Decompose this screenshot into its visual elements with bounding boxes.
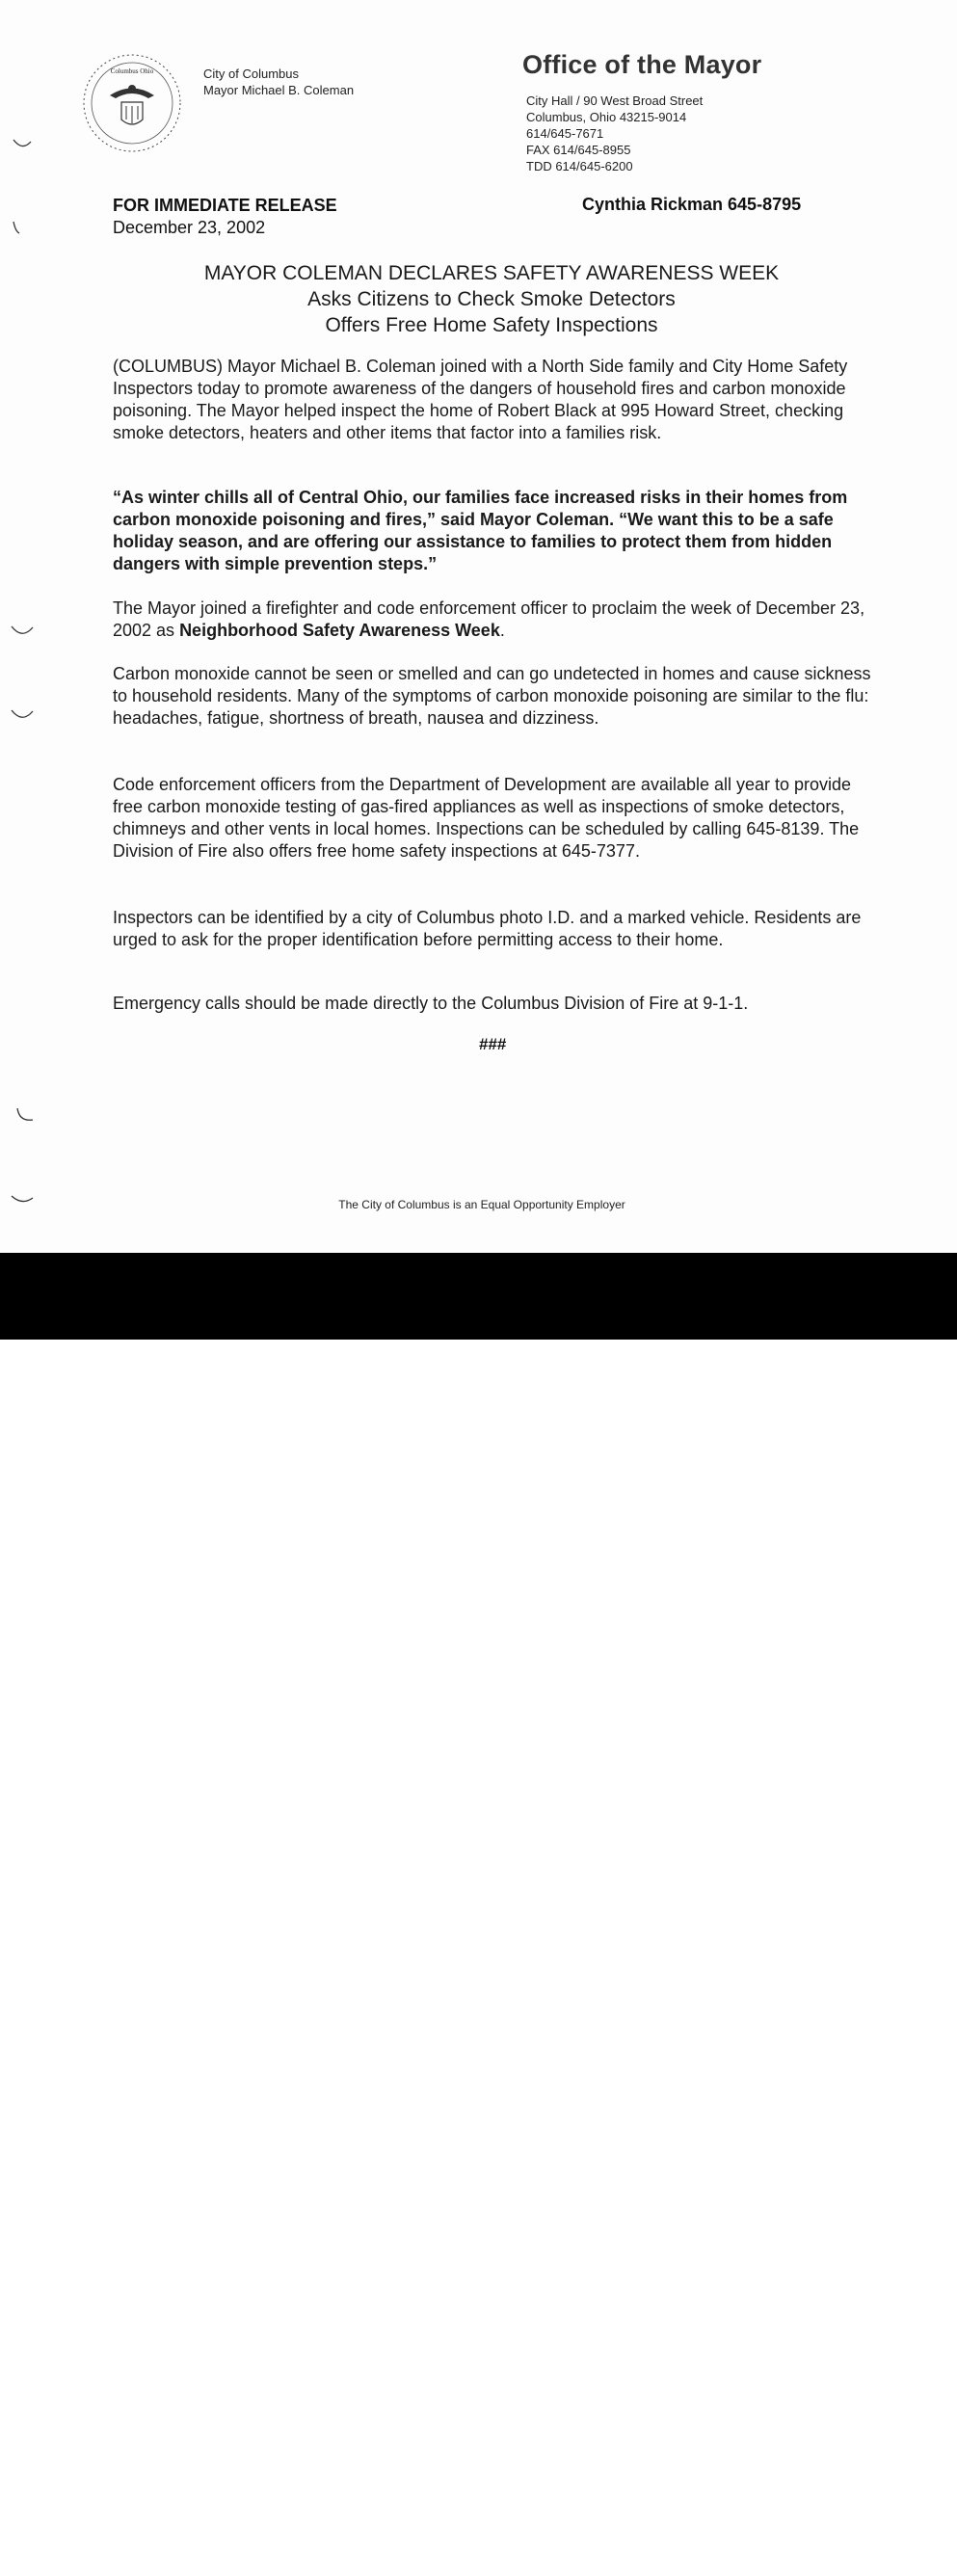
address-line: City Hall / 90 West Broad Street <box>526 93 704 108</box>
binder-hole-icon <box>10 220 35 235</box>
alamy-logo: alamy <box>47 2524 174 2575</box>
body-paragraph <box>113 598 884 642</box>
headline-block <box>106 260 877 338</box>
mayor-name: Mayor Michael B. Coleman <box>203 83 355 97</box>
footer-note: The City of Columbus is an Equal Opportunity Employer <box>338 1198 625 1211</box>
city-seal-icon <box>81 52 183 154</box>
press-contact: Cynthia Rickman 645-8795 <box>582 195 802 214</box>
body-paragraph: (COLUMBUS) Mayor Michael B. Coleman joined with a North Side family and City Home Safety Inspectors today to promote awareness of the dangers of household fires and carbon monoxide poisoning. The Mayor helped inspect the home of Robert Black at 995 Howard Street, checking smoke detectors, heaters and other items that factor into a families risk. <box>113 357 848 442</box>
end-mark: ### <box>479 1035 507 1053</box>
address-block <box>526 93 703 174</box>
body-paragraph: Code enforcement officers from the Department of Development are available all year to provide free carbon monoxide testing of gas-fired appliances as well as inspections of smoke detectors, chimneys and other vents in local homes. Inspections can be scheduled by calling 645-8139. The Division of Fire also offers free home safety inspections at 645-7377. <box>113 775 860 861</box>
text-run: The Mayor joined a firefighter and code enforcement officer to proclaim the week of December 23, 2002 as <box>113 598 865 640</box>
release-label: FOR IMMEDIATE RELEASE <box>113 196 337 215</box>
headline-title: MAYOR COLEMAN DECLARES SAFETY AWARENESS WEEK <box>203 262 780 284</box>
release-date: December 23, 2002 <box>113 218 266 237</box>
text-run: . <box>499 621 505 640</box>
svg-text:Columbus Ohio: Columbus Ohio <box>110 67 154 75</box>
week-name: Neighborhood Safety Awareness Week <box>179 621 500 640</box>
address-line: Columbus, Ohio 43215-9014 <box>526 110 687 124</box>
release-block <box>113 195 337 239</box>
city-block <box>203 66 354 98</box>
watermark-bar <box>0 1253 957 2575</box>
binder-hole-icon <box>10 1108 35 1124</box>
phone-line: 614/645-7671 <box>526 126 604 141</box>
headline-subtitle: Offers Free Home Safety Inspections <box>325 314 658 336</box>
body-paragraph: Carbon monoxide cannot be seen or smelled and can go undetected in homes and cause sickness to household residents. Many of the symptoms of carbon monoxide poisoning are similar to the flu: headaches, fatigue, shortness of breath, nausea and dizziness. <box>113 664 871 728</box>
binder-hole-icon <box>10 1190 35 1206</box>
binder-hole-icon <box>10 708 35 724</box>
watermark-url: www.alamy.com <box>760 2551 909 2572</box>
binder-hole-icon <box>10 624 35 640</box>
mayor-quote: “As winter chills all of Central Ohio, our families face increased risks in their homes from carbon monoxide poisoning and fires,” said Mayor Coleman. “We want this to be a safe holiday season, and are offering our assistance to families to protect them from hidden dangers with simple prevention steps.” <box>113 488 848 573</box>
binder-hole-icon <box>10 138 35 153</box>
fax-line: FAX 614/645-8955 <box>526 143 631 157</box>
body-paragraph: Emergency calls should be made directly to the Columbus Division of Fire at 9-1-1. <box>113 994 749 1013</box>
headline-subtitle: Asks Citizens to Check Smoke Detectors <box>307 288 676 310</box>
image-id: 3BGK172 <box>845 2529 909 2545</box>
document-page <box>0 0 957 1253</box>
office-title: Office of the Mayor <box>522 50 762 79</box>
tdd-line: TDD 614/645-6200 <box>526 159 633 173</box>
body-paragraph: Inspectors can be identified by a city of Columbus photo I.D. and a marked vehicle. Residents are urged to ask for the proper identification before permitting access to their home. <box>113 908 862 949</box>
city-name: City of Columbus <box>203 66 299 81</box>
